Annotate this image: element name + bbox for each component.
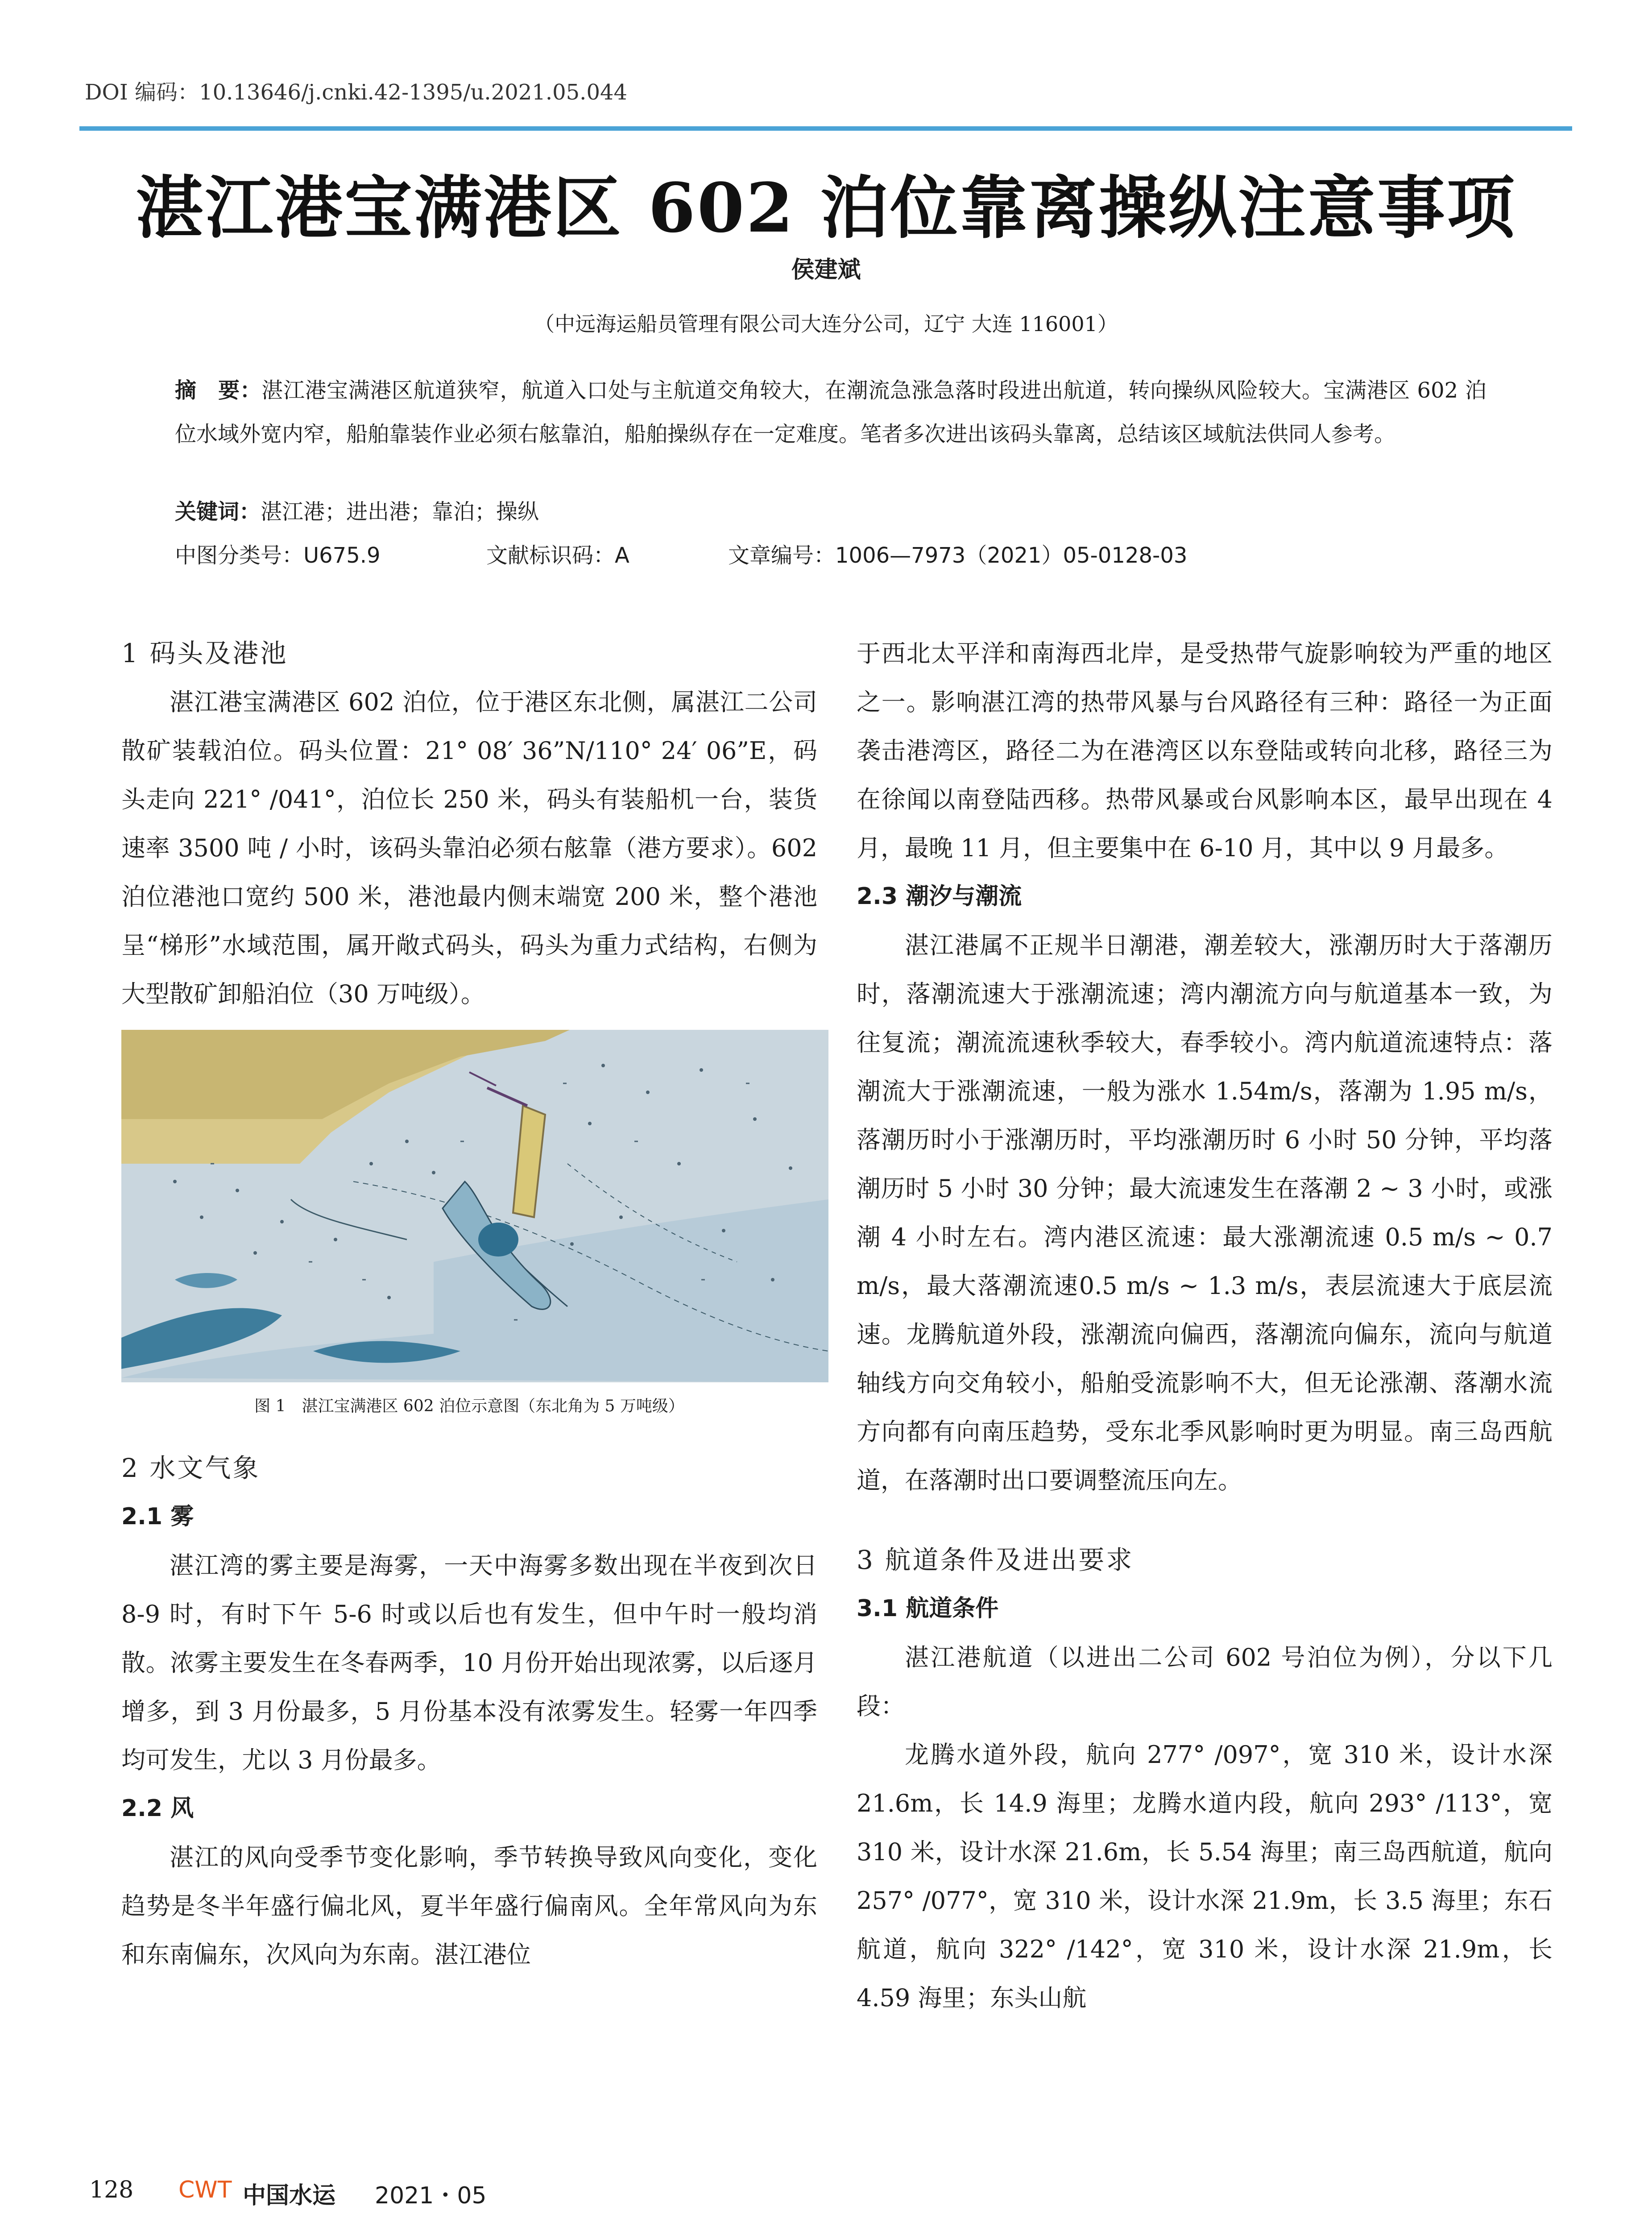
article-number: 文章编号：1006—7973（2021）05-0128-03 — [728, 543, 1188, 568]
paragraph: 湛江港宝满港区 602 泊位，位于港区东北侧，属湛江二公司散矿装载泊位。码头位置：21° 08′ 36”N/110° 24′ 06”E，码头走向 221° /041°，泊位长 250 米，码头有装船机一台，装货速率 3500 吨 / 小时，该码头靠泊必须右舷靠（港方要求）。602 泊位港池口宽约 500 米，港池最内侧末端宽 200 米，整个港池呈“梯形”水域范围，属开敞式码头，码头为重力式结构，右侧为大型散矿卸船泊位（30 万吨级）。 — [121, 688, 817, 1008]
paragraph: 湛江的风向受季节变化影响，季节转换导致风向变化，变化趋势是冬半年盛行偏北风，夏半年盛行偏南风。全年常风向为东和东南偏东，次风向为东南。湛江港位 — [121, 1843, 817, 1969]
clc-number: 中图分类号：U675.9 — [175, 543, 381, 568]
article-title: 湛江港宝满港区 602 泊位靠离操纵注意事项 — [135, 168, 1517, 248]
journal-brand: CWT — [178, 2177, 232, 2203]
right-column — [857, 629, 1553, 2022]
document-code: 文献标识码：A — [486, 543, 629, 568]
keywords — [175, 494, 539, 525]
classification-row — [175, 538, 1486, 569]
page-number: 128 — [89, 2177, 134, 2203]
abstract-text: 湛江港宝满港区航道狭窄，航道入口处与主航道交角较大，在潮流急涨急落时段进出航道，转向操纵风险较大。宝满港区 602 泊位水域外宽内窄，船舶靠装作业必须右舷靠泊，船舶操纵存在一定难度。笔者多次进出该码头靠离，总结该区域航法供同人参考。 — [175, 378, 1486, 447]
paragraph: 湛江港航道（以进出二公司 602 号泊位为例），分以下几段： — [857, 1643, 1553, 1720]
doi-line: DOI 编码：10.13646/j.cnki.42-1395/u.2021.05.044 — [85, 80, 628, 105]
figure-caption: 图 1 湛江宝满港区 602 泊位示意图（东北角为 5 万吨级） — [254, 1397, 684, 1415]
journal-issue: 2021・05 — [375, 2182, 487, 2209]
keywords-text: 湛江港；进出港；靠泊；操纵 — [261, 499, 539, 524]
subsection-heading-2-3: 2.3 潮汐与潮流 — [857, 883, 1022, 910]
section-heading-1: 1 码头及港池 — [121, 638, 288, 668]
keywords-label: 关键词： — [175, 499, 261, 524]
subsection-heading-3-1: 3.1 航道条件 — [857, 1595, 999, 1622]
section-heading-2: 2 水文气象 — [121, 1453, 261, 1483]
journal-name: 中国水运 — [243, 2182, 336, 2209]
author-affiliation: （中远海运船员管理有限公司大连分公司，辽宁 大连 116001） — [534, 312, 1118, 336]
paragraph: 湛江港属不正规半日潮港，潮差较大，涨潮历时大于落潮历时，落潮流速大于涨潮流速；湾内潮流方向与航道基本一致，为往复流；潮流流速秋季较大，春季较小。湾内航道流速特点：落潮流大于涨潮流速，一般为涨水 1.54m/s，落潮为 1.95 m/s，落潮历时小于涨潮历时，平均涨潮历时 6 小时 50 分钟，平均落潮历时 5 小时 30 分钟；最大流速发生在落潮 2 ~ 3 小时，或涨潮 4 小时左右。湾内港区流速：最大涨潮流速 0.5 m/s ~ 0.7 m/s，最大落潮流速0.5 m/s ~ 1.3 m/s，表层流速大于底层流速。龙腾航道外段，涨潮流向偏西，落潮流向偏东，流向与航道轴线方向交角较小，船舶受流影响不大，但无论涨潮、落潮水流方向都有向南压趋势，受东北季风影响时更为明显。南三岛西航道，在落潮时出口要调整流压向左。 — [857, 931, 1553, 1494]
paragraph: 龙腾水道外段，航向 277° /097°，宽 310 米，设计水深 21.6m，长 14.9 海里；龙腾水道内段，航向 293° /113°，宽 310 米，设计水深 21.6m，长 5.54 海里；南三岛西航道，航向 257° /077°，宽 310 米，设计水深 21.9m，长 3.5 海里；东石航道，航向 322° /142°，宽 310 米，设计水深 21.9m，长 4.59 海里；东头山航 — [857, 1741, 1553, 2012]
paragraph-continued: 于西北太平洋和南海西北岸，是受热带气旋影响较为严重的地区之一。影响湛江湾的热带风暴与台风路径有三种：路径一为正面袭击港湾区，路径二为在港湾区以东登陆或转向北移，路径三为在徐闻以南登陆西移。热带风暴或台风影响本区，最早出现在 4 月，最晚 11 月，但主要集中在 6-10 月，其中以 9 月最多。 — [857, 639, 1553, 862]
subsection-heading-2-2: 2.2 风 — [121, 1795, 194, 1822]
abstract-label: 摘 要： — [175, 378, 262, 403]
section-spacer — [857, 1505, 1553, 1536]
abstract — [175, 369, 1486, 456]
left-column — [121, 629, 817, 1979]
nautical-chart-image — [121, 1030, 828, 1382]
paragraph: 湛江湾的雾主要是海雾，一天中海雾多数出现在半夜到次日 8-9 时，有时下午 5-6 时或以后也有发生，但中午时一般均消散。浓雾主要发生在冬春两季，10 月份开始出现浓雾，以后逐月增多，到 3 月份最多，5 月份基本没有浓雾发生。轻雾一年四季均可发生，尤以 3 月份最多。 — [121, 1551, 817, 1774]
header-rule — [79, 126, 1572, 131]
figure-nautical-chart — [121, 1030, 828, 1382]
section-heading-3: 3 航道条件及进出要求 — [857, 1545, 1134, 1575]
author-name: 侯建斌 — [791, 257, 861, 283]
subsection-heading-2-1: 2.1 雾 — [121, 1503, 194, 1530]
